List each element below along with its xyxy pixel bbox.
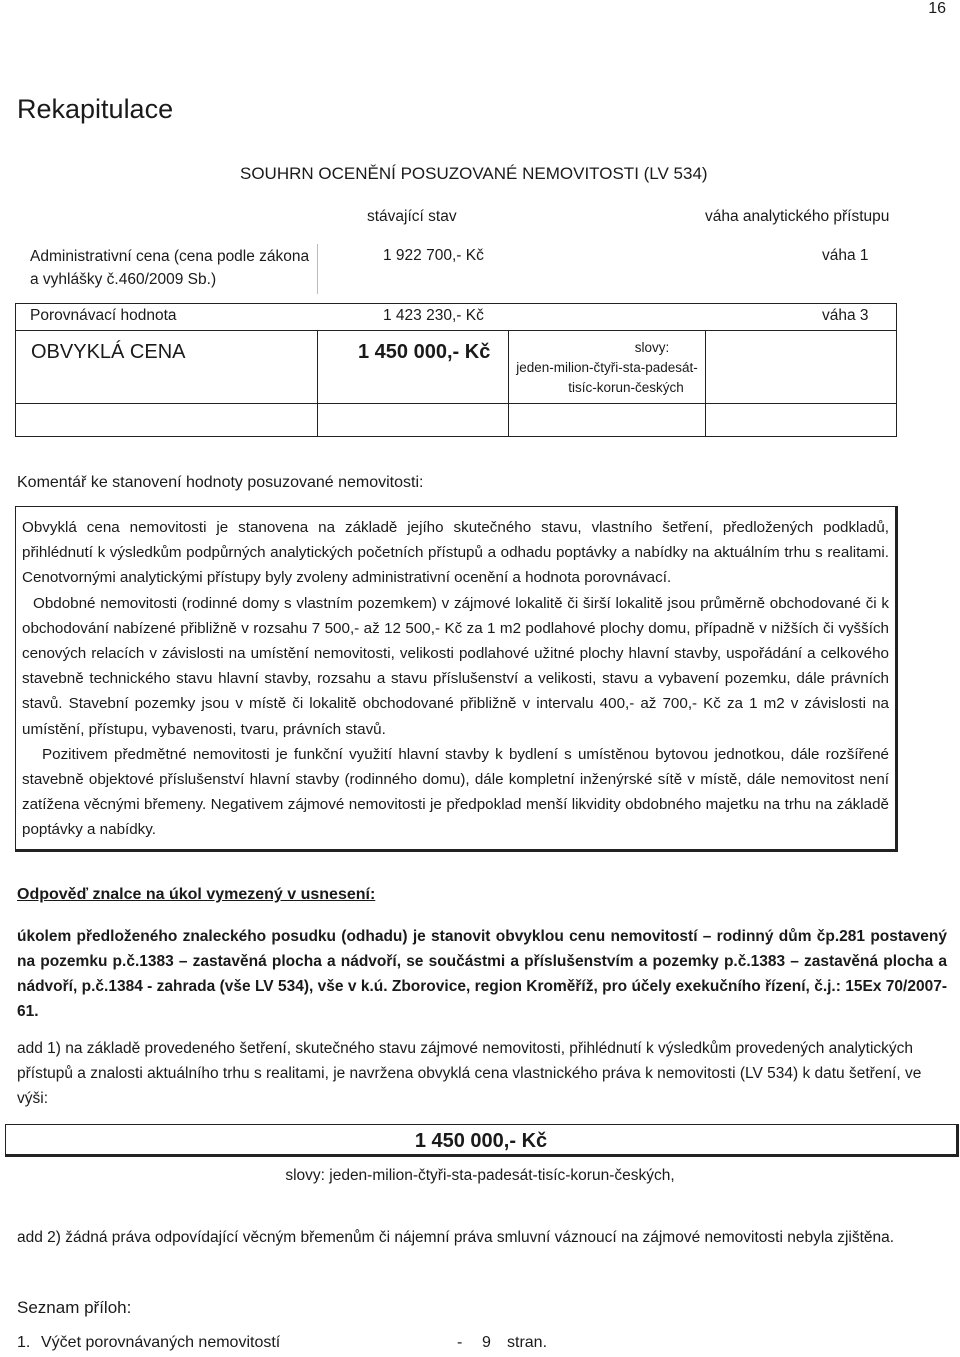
admin-price-value: 1 922 700,- Kč [383, 247, 484, 264]
usual-price-value: 1 450 000,- Kč [358, 341, 491, 363]
attachment-number: 1. [17, 1334, 31, 1351]
comment-paragraph: Pozitivem předmětné nemovitosti je funkční využití hlavní stavby k bydlení s umístěnou bytovou jednotkou, dále rozšířené stavebně objektové příslušenství hlavní stavby (rodinného domu), dále kompletní inženýrské sítě v místě, dále nemovitost není zatížena věcnými břemeny. Negativem zájmové nemovitosti je předpoklad menší likvidity obdobného majetku na trhu na základě poptávky a nabídky. [22, 745, 889, 839]
answer-add2: add 2) žádná práva odpovídající věcným břemenům či nájemní práva smluvní váznoucí na zájmové nemovitosti nebyla zjištěna. [17, 1229, 895, 1246]
comparative-value-amount: 1 423 230,- Kč [383, 307, 484, 324]
usual-price-words: slovy: jeden-milion-čtyři-sta-padesát- tisíc-korun-českých [516, 340, 698, 395]
attachment-count: 9 [482, 1334, 491, 1351]
answer-heading: Odpověď znalce na úkol vymezený v usnesení: [17, 886, 376, 903]
comparative-value-label: Porovnávací hodnota [30, 307, 177, 324]
answer-task-text: úkolem předloženého znaleckého posudku (odhadu) je stanovit obvyklou cenu nemovitostí – rodinný dům čp.281 postavený na pozemku p.č.1383 – zastavěná plocha a nádvoří, se součástmi a příslušenstvím a pozemky p.č.1383 – zastavěná plocha a nádvoří, p.č.1384 - zahrada (vše LV 534), vše v k.ú. Zborovice, region Kroměříž, pro účely exekučního řízení, č.j.: 15Ex 70/2007-61. [17, 928, 947, 1020]
column-header-current-state: stávající stav [367, 208, 457, 225]
column-header-weight: váha analytického přístupu [705, 208, 890, 225]
comment-box [15, 506, 898, 852]
comment-paragraph: Obvyklá cena nemovitosti je stanovena na základě jejího skutečného stavu, vlastního šetření, předložených podkladů, přihlédnutí k výsledkům podpůrných analytických početních přístupů a odhadu poptávky a nabídky na aktuálním trhu s realitami. Cenotvornými analytickými přístupy byly zvoleny administrativní ocenění a hodnota porovnávací. [22, 519, 889, 587]
attachment-name: Výčet porovnávaných nemovitostí [41, 1334, 281, 1351]
comment-heading: Komentář ke stanovení hodnoty posuzované nemovitosti: [17, 474, 424, 491]
admin-price-label: Administrativní cena (cena podle zákona a vyhlášky č.460/2009 Sb.) [30, 248, 310, 288]
usual-price-label: OBVYKLÁ CENA [31, 341, 186, 363]
final-value-words: slovy: jeden-milion-čtyři-sta-padesát-tisíc-korun-českých, [285, 1167, 675, 1184]
attachments-heading: Seznam příloh: [17, 1298, 132, 1317]
summary-title: SOUHRN OCENĚNÍ POSUZOVANÉ NEMOVITOSTI (LV 534) [240, 164, 708, 183]
admin-price-weight: váha 1 [822, 247, 869, 264]
page-number: 16 [928, 0, 946, 17]
attachment-dash: - [457, 1334, 463, 1351]
comment-paragraph: Obdobné nemovitosti (rodinné domy s vlastním pozemkem) v zájmové lokalitě či širší lokalitě jsou průměrně obchodované či k obchodování nabízené přibližně v rozsahu 7 500,- až 12 500,- Kč za 1 m2 podlahové plochy domu, případně v nižších či vyšších cenových relacích v závislosti na umístění nemovitosti, velikosti podlahové užitné plochy hlavní stavby, uspořádání a celkového stavebně technického stavu hlavní stavby, rozsahu a stavu příslušenství a velikosti, stavu a vybavení pozemku, dále právních stavů. Stavební pozemky jsou v místě či lokalitě obchodované přibližně v intervalu 400,- až 700,- Kč za 1 m2 v závislosti na umístění, přístupu, vybavenosti, tvaru, právních stavů. [22, 594, 889, 738]
answer-add1: add 1) na základě provedeného šetření, skutečného stavu zájmové nemovitosti, přihlédnutí k výsledkům provedených analytických přístupů a znalosti aktuálního trhu s realitami, je navržena obvyklá cena vlastnického práva k nemovitosti (LV 534) k datu šetření, ve výši: [17, 1040, 922, 1107]
page-heading: Rekapitulace [17, 94, 174, 124]
comparative-value-weight: váha 3 [822, 307, 869, 324]
attachment-unit: stran. [507, 1334, 548, 1351]
final-value-box: 1 450 000,- Kč [5, 1124, 959, 1157]
